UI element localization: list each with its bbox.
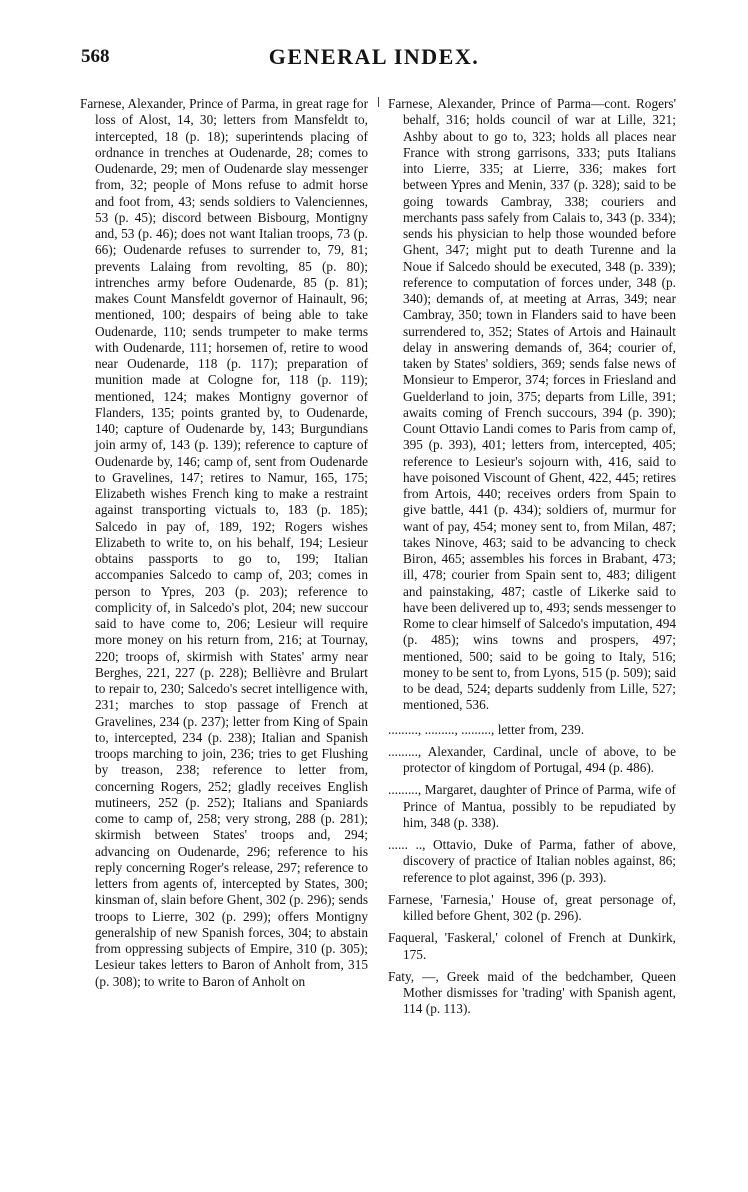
page-number: 568 xyxy=(81,46,110,67)
index-entry-farnese-alexander: Farnese, Alexander, Prince of Parma, in great rage for loss of Alost, 14, 30; letters from Mansfeldt to, intercepted, 18 (p. 18); superintends placing of ordnance in trenches at Oudenarde, 28; comes to Oudenarde, 29; men of Oudenarde slay messenger from, 32; people of Mons refuse to admit horse and foot from, 43; sends soldiers to Valenciennes, 53 (p. 45); discord between Bisbourg, Montigny and, 53 (p. 46); does not want Italian troops, 73 (p. 66); Oudenarde refuses to surrender to, 79, 81; prevents Lalaing from revolting, 85 (p. 80); intrenches army before Oudenarde, 85 (p. 81); makes Count Mansfeldt governor of Hainault, 96; mentioned, 100; despairs of being able to take Oudenarde, 110; sends trumpeter to make terms with Oudenarde, 111; horsemen of, retire to wood near Oudenarde, 118 (p. 117); preparation of munition made at Cologne for, 118 (p. 119); mentioned, 124; makes Montigny governor of Flanders, 135; points granted by, to Oudenarde, 140; capture of Oudenarde by, 143; Burgundians join army of, 143 (p. 139); reference to capture of Oudenarde by, 146; camp of, sent from Oudenarde to Gravelines, 147; retires to Namur, 165, 175; Elizabeth wishes French king to make a restraint against transporting victuals to, 183 (p. 185); Salcedo in pay of, 189, 192; Rogers wishes Elizabeth to write to, on his behalf, 194; Lesieur obtains passports to go to, 199; Italian accompanies Salcedo to camp of, 203; comes in person to Ypres, 203 (p. 203); reference to complicity of, in Salcedo's plot, 204; new succour said to have come to, 206; Lesieur will require more money on his return from, 216; at Tournay, 220; troops of, skirmish with States' army near Berghes, 221, 227 (p. 228); Bellièvre and Brulart to repair to, 230; Salcedo's secret intelligence with, 231; marches to stop passage of French at Gravelines, 234 (p. 237); letter from King of Spain to, intercepted, 234 (p. 238); Italian and Spanish troops marching to join, 236; tries to get Flushing by treason, 238; reference to letter from, concerning Rogers, 252; gladly receives English mutineers, 252 (p. 252); Italians and Spaniards come to camp of, 258; very strong, 288 (p. 281); skirmish between States' troops and, 294; advancing on Oudenarde, 296; reference to his reply concerning Roger's release, 297; reference to letters from agents of, intercepted by States, 300; kinsman of, slain before Ghent, 302 (p. 296); sends troops to Lierre, 302 (p. 299); offers Montigny generalship of new Spanish forces, 304; to abstain from oppressing subjects of Empire, 310 (p. 305); Lesieur takes letters to Baron of Anholt from, 315 (p. 308); to write to Baron of Anholt on xyxy=(80,96,368,989)
index-entry-farnese-house: Farnese, 'Farnesia,' House of, great personage of, killed before Ghent, 302 (p. 296). xyxy=(388,891,676,923)
right-column xyxy=(388,96,676,1024)
index-subentry-margaret: ........., Margaret, daughter of Prince of Parma, wife of Prince of Mantua, possibly to be repudiated by him, 348 (p. 338). xyxy=(388,782,676,830)
index-entry-faty: Faty, —, Greek maid of the bedchamber, Queen Mother dismisses for 'trading' with Spanish agent, 114 (p. 113). xyxy=(388,968,676,1017)
index-subentry-letter: ........., ........., ........., letter from, 239. xyxy=(388,721,585,737)
column-divider xyxy=(378,97,379,107)
running-head: GENERAL INDEX. xyxy=(268,44,480,69)
index-entry-farnese-alexander-cont: Farnese, Alexander, Prince of Parma—cont. Rogers' behalf, 316; holds council of war at Lille, 321; Ashby about to go to, 323; holds all places near France with strong garrisons, 333; puts Italians into Lierre, 335; at Lierre, 336; makes fort between Ypres and Menin, 337 (p. 328); said to be going towards Cambray, 338; couriers and merchants pass safely from Calais to, 343 (p. 334); sends his physician to help those wounded before Ghent, 347; might put to death Turenne and la Noue if Salcedo should be executed, 348 (p. 339); reference to computation of forces under, 348 (p. 340); demands of, at meeting at Arras, 349; near Cambray, 350; town in Flanders said to have been surrendered to, 352; States of Artois and Hainault delay in answering demands of, 364; courier of, taken by States' soldiers, 369; sends false news of Monsieur to Emperor, 374; forces in Friesland and Guelderland to join, 375; departs from Lille, 391; awaits coming of French succours, 394 (p. 390); Count Ottavio Landi comes to Paris from camp of, 395 (p. 393), 401; letters from, intercepted, 405; reference to Lesieur's sojourn with, 416, said to have poisoned Viscount of Ghent, 422, 445; retires from Artois, 440; receives orders from Spain to give battle, 441 (p. 434); soldiers of, murmur for want of pay, 454; money sent to, from Milan, 487; takes Ninove, 463; said to be advancing to check Biron, 465; assembles his forces in Brabant, 473; ill, 478; courier from Spain sent to, 483; diligent and painstaking, 487; castle of Likerke said to have been delivered up to, 493; sends messenger to Rome to clear himself of Salcedo's imputation, 494 (p. 485); wins towns and prospers, 497; mentioned, 500; said to be going to Italy, 516; money to be sent to, from Lyons, 515 (p. 509); said to be dead, 524; departs suddenly from Lille, 527; mentioned, 536. xyxy=(388,96,676,713)
index-subentry-alexander-cardinal: ........., Alexander, Cardinal, uncle of above, to be protector of kingdom of Portugal, 494 (p. 486). xyxy=(388,743,676,775)
index-entry-faqueral: Faqueral, 'Faskeral,' colonel of French at Dunkirk, 175. xyxy=(388,930,676,962)
index-subentry-ottavio: ...... .., Ottavio, Duke of Parma, father of above, discovery of practice of Italian nobles against, 86; reference to plot against, 396 (p. 393). xyxy=(388,837,676,885)
left-column xyxy=(80,96,368,996)
